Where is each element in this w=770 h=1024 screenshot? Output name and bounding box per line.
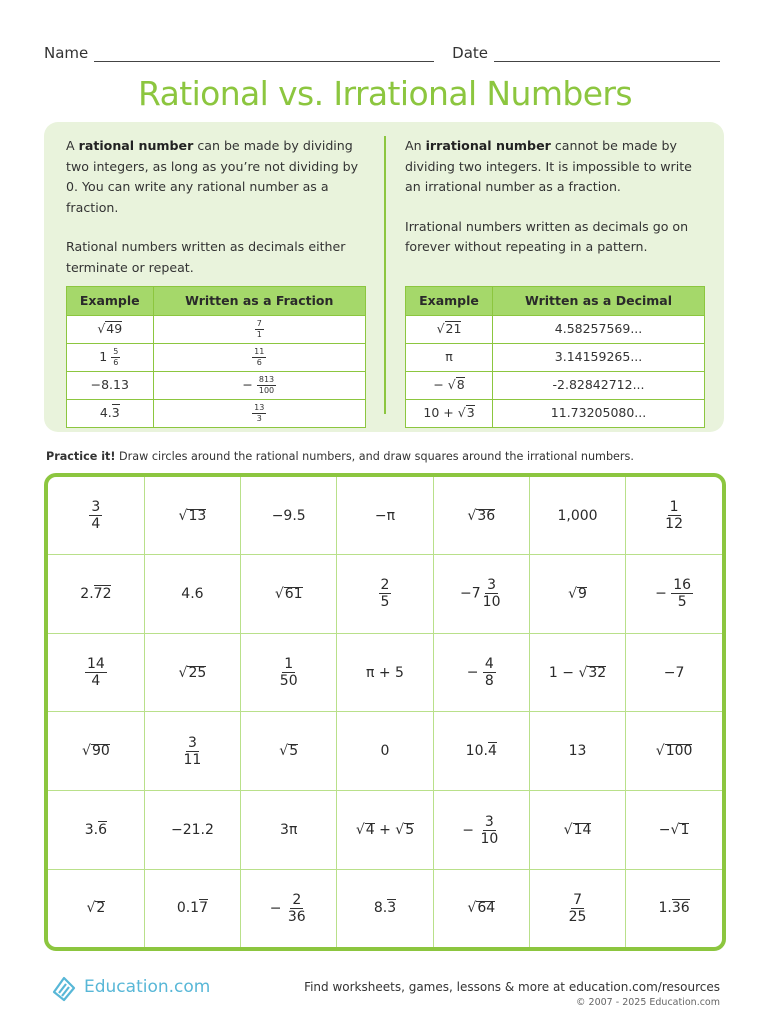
grid-cell[interactable]: $\frac{3}{4}$ [48,477,144,555]
table-row: 10 + √3 11.73205080... [406,400,705,428]
grid-cell[interactable]: √90 [48,712,144,791]
grid-cell[interactable]: √36 [433,477,529,555]
irrational-column [405,136,703,421]
column-header: Example [67,287,154,316]
date-line[interactable] [494,45,720,62]
grid-cell[interactable]: 0.17 [144,869,240,947]
column-header: Written as a Decimal [493,287,705,316]
grid-cell[interactable]: − $\frac{3}{10}$ [433,791,529,870]
grid-cell[interactable]: √14 [529,791,625,870]
grid-cell[interactable]: 1 − √32 [529,633,625,712]
grid-cell[interactable]: − $\frac{4}{8}$ [433,633,529,712]
rational-examples-table [66,286,366,428]
logo-text: Education.com [84,977,211,997]
grid-cell[interactable]: √13 [144,477,240,555]
grid-cell[interactable]: 4.6 [144,555,240,634]
grid-cell[interactable]: 1,000 [529,477,625,555]
date-field[interactable] [452,44,720,62]
grid-cell[interactable]: $\frac{14}{4}$ [48,633,144,712]
grid-cell[interactable]: √61 [241,555,337,634]
column-header: Example [406,287,493,316]
grid-cell[interactable]: −9.5 [241,477,337,555]
grid-cell[interactable]: −7 $\frac{3}{10}$ [433,555,529,634]
table-row: −8.13 − $\frac{813}{100}$ [67,372,366,400]
column-header: Written as a Fraction [153,287,365,316]
grid-cell[interactable]: $\frac{2}{5}$ [337,555,433,634]
grid-cell[interactable]: 10.4 [433,712,529,791]
grid-cell[interactable]: 3π [241,791,337,870]
table-row: 4.3 $\frac{13}{3}$ [67,400,366,428]
rational-decimals-note: Rational numbers written as decimals either terminate or repeat. [66,239,346,275]
pencil-logo-icon [50,972,80,1002]
grid-cell[interactable]: $\frac{7}{25}$ [529,869,625,947]
irrational-decimals-note: Irrational numbers written as decimals go on forever without repeating in a pattern. [405,218,689,254]
footer [304,980,720,1008]
table-row: − √8 -2.82842712... [406,372,705,400]
grid-cell[interactable]: 1.36 [626,869,722,947]
rational-definition: A rational number can be made by dividing two integers, as long as you’re not dividing by 0. You can write any rational number as a fraction. [66,138,359,215]
table-row: √21 4.58257569... [406,316,705,344]
grid-cell[interactable]: 2.72 [48,555,144,634]
definitions-panel [44,122,724,432]
table-row: 1 $\frac{5}{6}$ $\frac{11}{6}$ [67,344,366,372]
grid-cell[interactable]: 13 [529,712,625,791]
grid-cell[interactable]: −√1 [626,791,722,870]
practice-instructions: Practice it! Draw circles around the rational numbers, and draw squares around the irrational numbers. [46,450,634,463]
rational-column [66,136,364,424]
table-row: √49 $\frac{7}{1}$ [67,316,366,344]
copyright: © 2007 - 2025 Education.com [576,997,720,1008]
grid-cell[interactable]: √4 + √5 [337,791,433,870]
grid-cell[interactable]: √5 [241,712,337,791]
name-field[interactable] [44,44,436,62]
irrational-definition: An irrational number cannot be made by dividing two integers. It is impossible to write an irrational number as a fraction. [405,138,692,194]
grid-cell[interactable]: √64 [433,869,529,947]
grid-cell[interactable]: $\frac{1}{50}$ [241,633,337,712]
grid-cell[interactable]: −21.2 [144,791,240,870]
footer-resources-link[interactable]: Find worksheets, games, lessons & more at education.com/resources [304,980,720,994]
name-label: Name [44,44,89,62]
grid-cell[interactable]: − $\frac{16}{5}$ [626,555,722,634]
name-date-header [44,44,720,62]
table-row: π 3.14159265... [406,344,705,372]
grid-cell[interactable]: 3.6 [48,791,144,870]
irrational-examples-table [405,286,705,428]
grid-cell[interactable]: $\frac{1}{12}$ [626,477,722,555]
grid-cell[interactable]: 0 [337,712,433,791]
grid-cell[interactable]: −π [337,477,433,555]
date-label: Date [452,44,488,62]
grid-cell[interactable]: √9 [529,555,625,634]
name-line[interactable] [94,45,434,62]
education-logo[interactable] [50,972,210,1002]
grid-cell[interactable]: π + 5 [337,633,433,712]
grid-cell[interactable]: √25 [144,633,240,712]
grid-cell[interactable]: 8.3 [337,869,433,947]
grid-cell[interactable]: √100 [626,712,722,791]
column-divider [384,136,386,414]
grid-cell[interactable]: −7 [626,633,722,712]
page-title: Rational vs. Irrational Numbers [138,74,632,113]
practice-grid [44,473,726,951]
grid-cell[interactable]: √2 [48,869,144,947]
grid-cell[interactable]: − $\frac{2}{36}$ [241,869,337,947]
grid-cell[interactable]: $\frac{3}{11}$ [144,712,240,791]
